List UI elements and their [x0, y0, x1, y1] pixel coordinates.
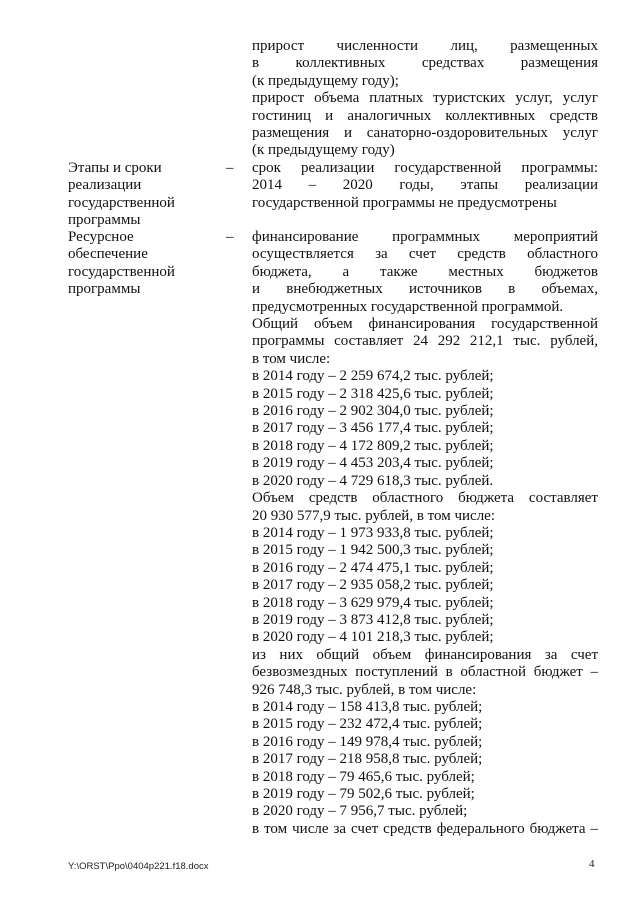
- resources-text-line: в том числе:: [252, 350, 331, 367]
- resources-label-line: обеспечение: [68, 246, 148, 263]
- resources-text-line: в 2016 году – 149 978,4 тыс. рублей;: [252, 733, 483, 750]
- stages-label: [68, 160, 216, 230]
- resources-text-line: в 2016 году – 2 474 475,1 тыс. рублей;: [252, 559, 494, 576]
- resources-text-line: 20 930 577,9 тыс. рублей, в том числе:: [252, 507, 496, 524]
- resources-text-line: в 2015 году – 1 942 500,3 тыс. рублей;: [252, 542, 494, 559]
- stages-text: [252, 160, 598, 212]
- resources-text-line: в 2020 году – 4 729 618,3 тыс. рублей.: [252, 472, 494, 489]
- stages-label-line: Этапы и сроки: [68, 160, 162, 176]
- resources-label-line: государственной: [68, 263, 175, 280]
- intro-text: [252, 38, 598, 160]
- resources-label-line: Ресурсное: [68, 229, 134, 245]
- resources-text-line: предусмотренных государственной программой.: [252, 298, 564, 315]
- resources-text: [252, 229, 598, 838]
- resources-text-line: в 2015 году – 232 472,4 тыс. рублей;: [252, 716, 483, 733]
- stages-dash: –: [226, 160, 234, 176]
- resources-text-line: в 2017 году – 218 958,8 тыс. рублей;: [252, 751, 483, 768]
- intro-text-line: (к предыдущему году);: [252, 72, 399, 89]
- resources-text-line: и внебюджетных источников в объемах,: [252, 281, 598, 298]
- resources-text-line: в 2016 году – 2 902 304,0 тыс. рублей;: [252, 403, 494, 420]
- resources-text-line: бюджета, а также местных бюджетов: [252, 263, 598, 280]
- stages-text-line: срок реализации государственной программы:: [252, 160, 598, 176]
- resources-text-line: в 2019 году – 3 873 412,8 тыс. рублей;: [252, 611, 494, 628]
- stages-label-line: реализации: [68, 177, 142, 194]
- resources-label-line: программы: [68, 281, 141, 298]
- resources-text-line: безвозмездных поступлений в областной бюджет –: [252, 664, 598, 681]
- resources-text-line: в 2020 году – 4 101 218,3 тыс. рублей;: [252, 629, 494, 646]
- resources-dash: –: [226, 229, 234, 245]
- stages-text-line: государственной программы не предусмотрены: [252, 194, 557, 211]
- resources-text-line: программы составляет 24 292 212,1 тыс. рублей,: [252, 333, 598, 350]
- resources-text-line: в 2014 году – 1 973 933,8 тыс. рублей;: [252, 524, 494, 541]
- footer-page-number: 4: [589, 858, 595, 870]
- resources-text-line: 926 748,3 тыс. рублей, в том числе:: [252, 681, 477, 698]
- stages-label-line: государственной: [68, 194, 175, 211]
- intro-text-line: размещения и санаторно-оздоровительных услуг: [252, 125, 598, 142]
- resources-text-line: в 2017 году – 3 456 177,4 тыс. рублей;: [252, 420, 494, 437]
- intro-text-line: прирост численности лиц, размещенных: [252, 38, 598, 54]
- intro-text-line: гостиниц и аналогичных коллективных средств: [252, 107, 598, 124]
- intro-text-line: (к предыдущему году): [252, 142, 395, 159]
- intro-text-line: прирост объема платных туристских услуг, услуг: [252, 90, 598, 107]
- resources-text-line: Общий объем финансирования государственной: [252, 316, 598, 333]
- stages-text-line: 2014 – 2020 годы, этапы реализации: [252, 177, 598, 194]
- resources-text-line: в 2019 году – 79 502,6 тыс. рублей;: [252, 786, 475, 802]
- resources-label: [68, 229, 216, 299]
- resources-text-line: в 2015 году – 2 318 425,6 тыс. рублей;: [252, 385, 494, 402]
- resources-text-line: в 2014 году – 158 413,8 тыс. рублей;: [252, 698, 483, 715]
- resources-text-line: в 2017 году – 2 935 058,2 тыс. рублей;: [252, 577, 494, 594]
- footer-file-path: Y:\ORST\Ppo\0404p221.f18.docx: [68, 861, 209, 872]
- resources-text-line: в том числе за счет средств федерального бюджета –: [252, 820, 598, 837]
- resources-text-line: из них общий объем финансирования за счет: [252, 646, 598, 663]
- resources-text-line: Объем средств областного бюджета составляет: [252, 490, 598, 507]
- intro-text-line: в коллективных средствах размещения: [252, 55, 598, 72]
- resources-text-line: в 2020 году – 7 956,7 тыс. рублей;: [252, 803, 468, 820]
- resources-text-line: в 2018 году – 3 629 979,4 тыс. рублей;: [252, 594, 494, 611]
- resources-text-line: в 2019 году – 4 453 203,4 тыс. рублей;: [252, 455, 494, 472]
- stages-label-line: программы: [68, 212, 141, 229]
- resources-text-line: осуществляется за счет средств областного: [252, 246, 598, 263]
- resources-text-line: в 2018 году – 4 172 809,2 тыс. рублей;: [252, 437, 494, 454]
- resources-text-line: в 2014 году – 2 259 674,2 тыс. рублей;: [252, 368, 494, 385]
- resources-text-line: в 2018 году – 79 465,6 тыс. рублей;: [252, 768, 475, 785]
- resources-text-line: финансирование программных мероприятий: [252, 229, 598, 245]
